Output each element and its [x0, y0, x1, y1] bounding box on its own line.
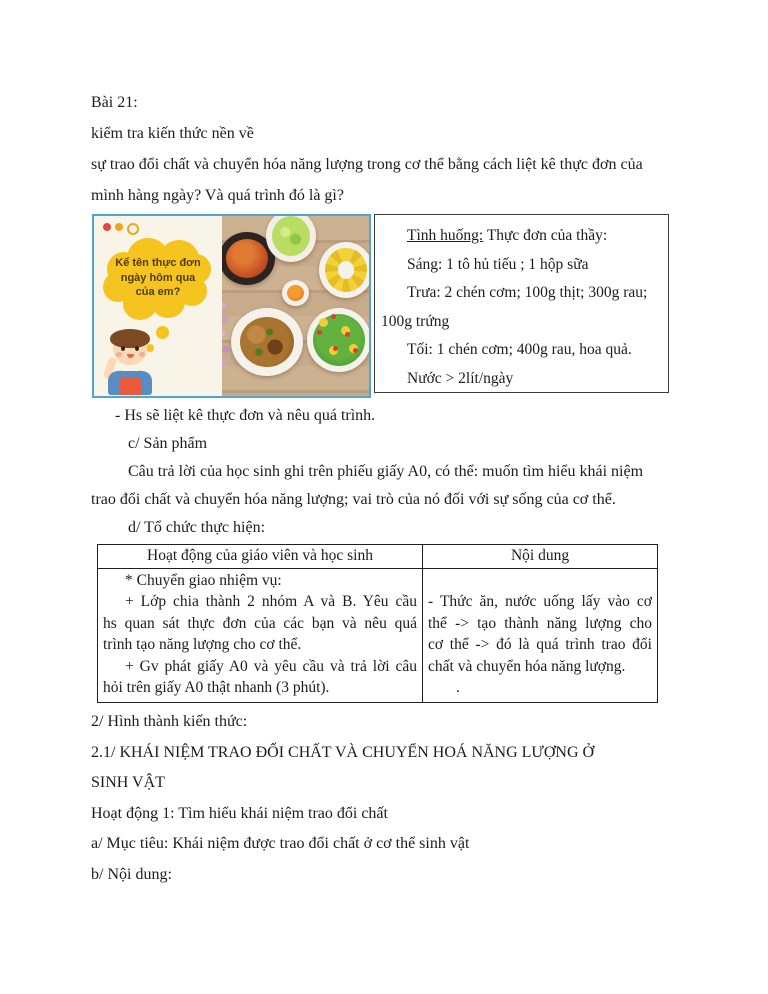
situation-title-line [381, 222, 664, 251]
table-line: * Chuyển giao nhiệm vụ: [125, 572, 282, 589]
table-header-activities: Hoạt động của giáo viên và học sinh [98, 545, 423, 568]
boy-hair [110, 329, 150, 348]
situation-title: Tình huống: [407, 227, 484, 244]
intro-line: sự trao đổi chất và chuyển hóa năng lượng trong cơ thể bằng cách liệt kê thực đơn của [91, 156, 643, 173]
media-row [92, 214, 669, 398]
window-dots [103, 223, 139, 235]
table-line: hs quan sát thực đơn của các bạn và nêu quá [103, 614, 417, 632]
table-line: + Gv phát giấy A0 và yêu cầu và trả lời câu [125, 657, 417, 675]
situation-title-rest: Thực đơn của thầy: [483, 227, 608, 244]
egg-slices [319, 318, 328, 327]
intro-paragraph [91, 87, 643, 211]
table-line: . [456, 679, 460, 697]
pineapple-plate [319, 242, 369, 298]
section-2-1-heading-cont: SINH VẬT [91, 774, 165, 791]
window-dot-icon [115, 223, 123, 231]
text-line: - Hs sẽ liệt kê thực đơn và nêu quá trình. [115, 407, 376, 424]
activity-table [97, 544, 658, 703]
activity-1-heading: Hoạt động 1: Tìm hiểu khái niệm trao đổi chất [91, 804, 388, 822]
situation-line: Tối: 1 chén cơm; 400g rau, hoa quả. [407, 341, 632, 359]
boy-head [113, 333, 147, 365]
window-dot-icon [103, 223, 111, 231]
table-line [428, 570, 652, 591]
table-body-row [98, 569, 657, 702]
middle-paragraphs [91, 402, 643, 542]
table-line: hỏi trên giấy A0 thật nhanh (3 phút). [103, 679, 330, 697]
footer-paragraphs [91, 707, 594, 890]
section-b-heading: b/ Nội dung: [91, 865, 172, 883]
table-header-content: Nội dung [510, 547, 570, 564]
intro-line: mình hàng ngày? Và quá trình đó là gì? [91, 187, 344, 204]
table-line: - Thức ăn, nước uống lấy vào cơ [428, 593, 652, 611]
text-line: trao đổi chất và chuyển hóa năng lượng; vai trò của nó đối với sự sống của cơ thể. [91, 491, 616, 508]
table-header-row [98, 545, 657, 569]
flowers-decor [222, 302, 226, 309]
table-line: chất và chuyển hóa năng lượng. [428, 657, 626, 675]
section-2-1-heading: 2.1/ KHÁI NIỆM TRAO ĐỔI CHẤT VÀ CHUYỂN HOÁ NĂNG LƯỢNG Ở [91, 743, 595, 761]
section-2-heading: 2/ Hình thành kiến thức: [91, 713, 248, 730]
thought-bubble [103, 238, 213, 322]
salad-plate [307, 308, 369, 372]
soup-bowl [266, 216, 316, 262]
table-line: trình tạo năng lượng cho cơ thể. [103, 636, 302, 654]
table-line: cơ thể -> đó là quá trình trao đổi [428, 636, 652, 654]
table-cell-content [423, 569, 657, 702]
sauce-bowl [282, 280, 309, 306]
intro-line: kiểm tra kiến thức nền về [91, 125, 254, 142]
table-line: + Lớp chia thành 2 nhóm A và B. Yêu cầu [125, 593, 417, 611]
situation-text-box [374, 214, 669, 393]
thought-bubble-text: Kể tên thực đơn ngày hôm qua của em? [115, 256, 201, 299]
food-photo [222, 216, 369, 396]
situation-line: Sáng: 1 tô hủ tiếu ; 1 hộp sữa [407, 255, 589, 273]
stirfry-plate [231, 308, 303, 376]
question-card [94, 216, 222, 396]
section-d-heading: d/ Tổ chức thực hiện: [128, 519, 266, 536]
window-dot-icon [127, 223, 139, 235]
situation-line: Trưa: 2 chén cơm; 100g thịt; 300g rau; [407, 284, 648, 302]
situation-line: Nước > 2lít/ngày [407, 369, 514, 387]
situation-line: 100g trứng [381, 312, 450, 330]
table-line: thể -> tạo thành năng lượng cho [428, 614, 652, 632]
text-line: Câu trả lời của học sinh ghi trên phiếu giấy A0, có thể: muốn tìm hiểu khái niệm [128, 463, 644, 480]
tomato-bits [331, 314, 336, 319]
table-cell-activities [98, 569, 423, 702]
boy-character [98, 331, 160, 395]
section-a-heading: a/ Mục tiêu: Khái niệm được trao đổi chất ở cơ thể sinh vật [91, 835, 470, 852]
menu-question-illustration [92, 214, 371, 398]
section-c-heading: c/ Sản phẩm [128, 435, 208, 452]
lesson-title: Bài 21: [91, 94, 138, 111]
boy-overalls [119, 378, 141, 395]
